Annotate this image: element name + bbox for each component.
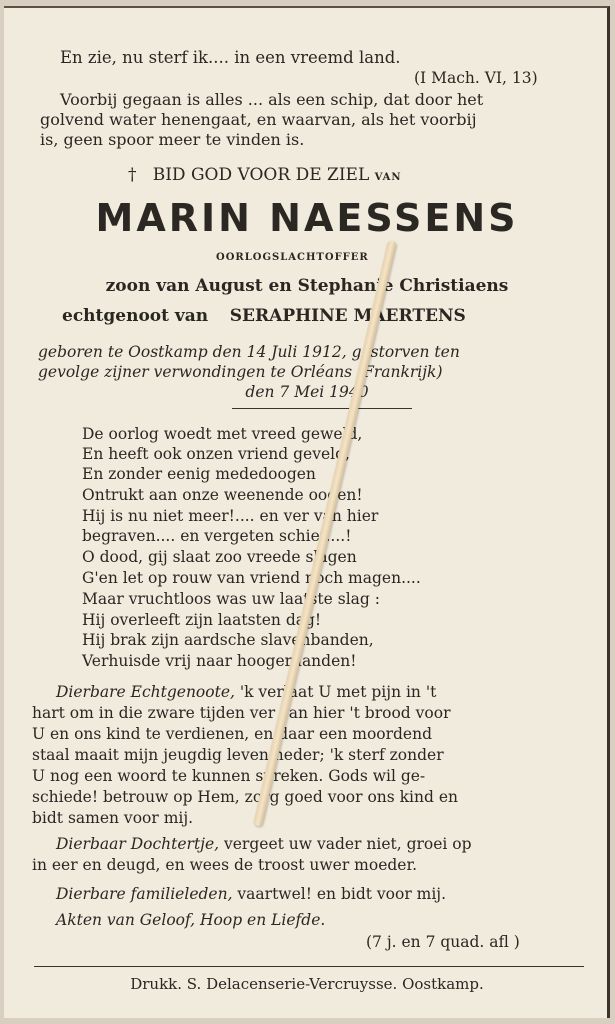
spouse-para-text: 'k verlaat U met pijn in 't <box>234 683 437 701</box>
quote-line-2: Voorbij gegaan is alles ... als een schip, dat door het <box>60 90 484 109</box>
pray-van: VAN <box>374 172 402 183</box>
poem-line: begraven.... en vergeten schier....! <box>82 527 352 545</box>
footer-divider <box>34 966 584 967</box>
daughter-para-line-1 <box>56 834 472 854</box>
poem-line: O dood, gij slaat zoo vreede slagen <box>82 548 357 566</box>
poem-line: G'en let op rouw van vriend noch magen.... <box>82 569 421 587</box>
spouse-para-line-6: schiede! betrouw op Hem, zorg goed voor ons kind en <box>32 788 458 806</box>
spouse-para-line-2: hart om in die zware tijden ver van hier 't brood voor <box>32 704 451 722</box>
indulgence-line: (7 j. en 7 quad. afl ) <box>366 933 520 951</box>
poem-line: Maar vruchtloos was uw laatste slag : <box>82 590 380 608</box>
poem-line: En zonder eenig mededoogen <box>82 465 316 483</box>
spouse-prefix: echtgenoot van <box>62 306 209 326</box>
spouse-para-line-7: bidt samen voor mij. <box>32 809 194 827</box>
memorial-card <box>4 6 610 1018</box>
son-of-line: zoon van August en Stephanie Christiaens <box>105 276 509 296</box>
born-line-1: geboren te Oostkamp den 14 Juli 1912, gestorven ten <box>38 343 460 361</box>
spouse-para-line-5: U nog een woord te kunnen spreken. Gods wil ge- <box>32 767 426 785</box>
quote-line-4: is, geen spoor meer te vinden is. <box>40 130 305 149</box>
printer-line: Drukk. S. Delacenserie-Vercruysse. Oostkamp. <box>130 975 484 993</box>
acts-line: Akten van Geloof, Hoop en Liefde. <box>56 911 326 929</box>
died-line: den 7 Mei 1940 <box>245 383 369 401</box>
poem-line: Hij is nu niet meer!.... en ver van hier <box>82 507 379 525</box>
poem-line: Ontrukt aan onze weenende oogen! <box>82 486 363 504</box>
spouse-para-line-3: U en ons kind te verdienen, en daar een moordend <box>32 725 433 743</box>
spouse-para-line-1 <box>56 682 436 702</box>
quote-line-1: En zie, nu sterf ik.... in een vreemd land. <box>60 48 401 67</box>
poem-line: Verhuisde vrij naar hooger landen! <box>82 652 357 670</box>
quote-reference: (I Mach. VI, 13) <box>414 69 538 87</box>
poem-line: Hij brak zijn aardsche slavenbanden, <box>82 631 374 649</box>
poem-line: Hij overleeft zijn laatsten dag! <box>82 611 322 629</box>
spouse-name: SERAPHINE MAERTENS <box>229 306 466 326</box>
family-para-line <box>56 884 446 904</box>
daughter-para-text: vergeet uw vader niet, groei op <box>219 835 472 853</box>
spouse-line <box>62 306 466 326</box>
poem-line: En heeft ook onzen vriend geveld, <box>82 445 350 463</box>
subtitle: OORLOGSLACHTOFFER <box>216 252 369 263</box>
poem-line: De oorlog woedt met vreed geweld, <box>82 425 363 443</box>
daughter-para-label: Dierbaar Dochtertje, <box>56 835 220 853</box>
quote-line-3: golvend water henengaat, en waarvan, als het voorbij <box>40 110 477 129</box>
divider <box>232 408 412 409</box>
spouse-para-line-4: staal maait mijn jeugdig leven neder; 'k sterf zonder <box>32 746 444 764</box>
cross-icon: † <box>128 165 137 185</box>
pray-line <box>128 165 402 188</box>
daughter-para-line-2: in eer en deugd, en wees de troost uwer moeder. <box>32 856 418 874</box>
family-para-text: vaartwel! en bidt voor mij. <box>232 885 447 903</box>
born-line-2: gevolge zijner verwondingen te Orléans (Frankrijk) <box>38 363 443 381</box>
deceased-name: MARIN NAESSENS <box>95 196 519 240</box>
pray-text: BID GOD VOOR DE ZIEL <box>152 165 370 185</box>
family-para-label: Dierbare familieleden, <box>56 885 233 903</box>
spouse-para-label: Dierbare Echtgenoote, <box>56 683 235 701</box>
